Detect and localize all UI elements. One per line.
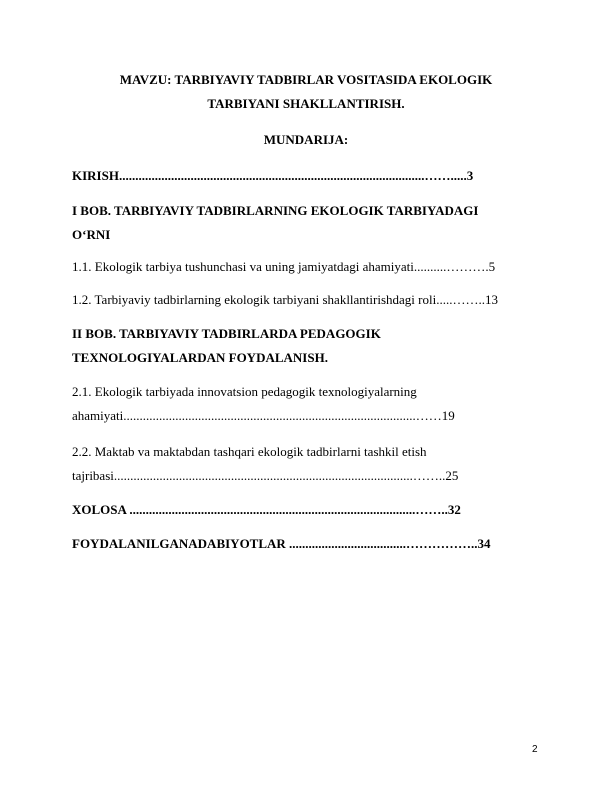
toc-entry-1-1: 1.1. Ekologik tarbiya tushunchasi va uning jamiyatdagi ahamiyati..........……….5: [72, 259, 496, 274]
toc-entry-kirish: KIRISH..............................................................................................…….....3: [72, 168, 474, 183]
toc-entry-foydalanilgan: FOYDALANILGANADABIYOTLAR ....................................……………..34: [72, 536, 491, 551]
topic-title-line2: TARBIYANI SHAKLLANTIRISH.: [207, 96, 405, 111]
toc-entry-bob1-line1: I BOB. TARBIYAVIY TADBIRLARNING EKOLOGIK TARBIYADAGI: [72, 203, 479, 218]
toc-entry-2-2-line1: 2.2. Maktab va maktabdan tashqari ekologik tadbirlarni tashkil etish: [72, 444, 427, 459]
topic-title-line1: MAVZU: TARBIYAVIY TADBIRLAR VOSITASIDA EKOLOGIK: [119, 72, 493, 87]
toc-entry-1-2: 1.2. Tarbiyaviy tadbirlarning ekologik tarbiyani shakllantirishdagi roli.....……..13: [72, 292, 498, 307]
contents-title: MUNDARIJA:: [263, 132, 349, 147]
toc-entry-2-1-line2: ahamiyati..........................................................................................……19: [72, 408, 455, 423]
toc-entry-xulosa: XOLOSA ........................................................................................……..32: [72, 502, 461, 517]
toc-entry-2-1-line1: 2.1. Ekologik tarbiyada innovatsion pedagogik texnologiyalarning: [72, 384, 417, 399]
toc-entry-2-2-line2: tajribasi............................................................................................……..25: [72, 468, 459, 483]
toc-entry-bob2-line2: TEXNOLOGIYALARDAN FOYDALANISH.: [72, 350, 328, 365]
toc-entry-bob1-line2: O‘RNI: [72, 227, 111, 242]
page-number: 2: [532, 744, 538, 755]
toc-entry-bob2-line1: II BOB. TARBIYAVIY TADBIRLARDA PEDAGOGIK: [72, 326, 381, 341]
